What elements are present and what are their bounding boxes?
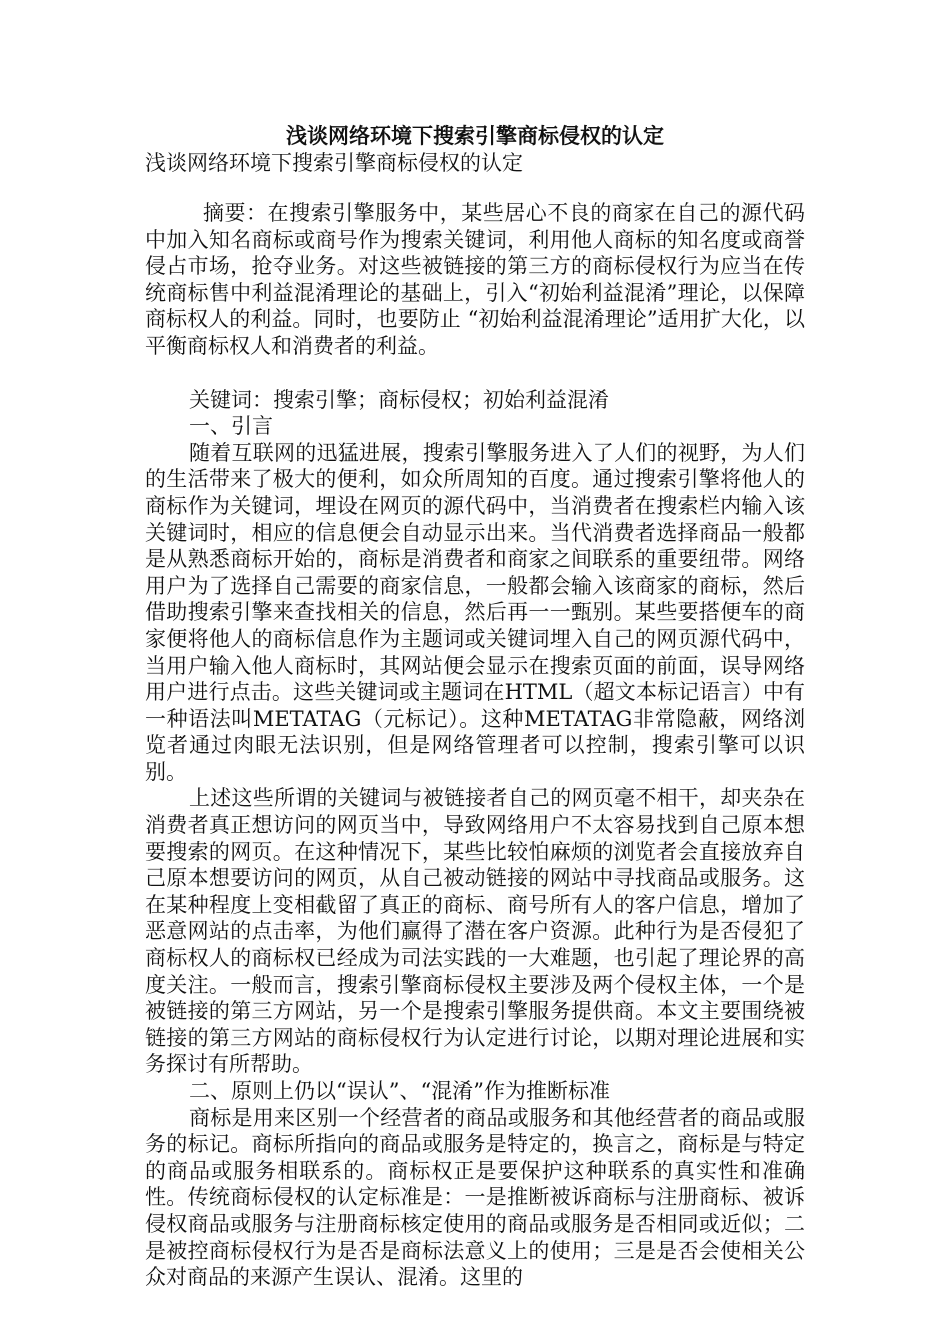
section-heading-principle: 二、原则上仍以“误认”、“混淆”作为推断标准	[189, 1079, 610, 1103]
body-paragraph: 随着互联网的迅猛进展，搜索引擎服务进入了人们的视野，为人们的生活带来了极大的便利，如众所周知的百度。通过搜索引擎将他人的商标作为关键词，埋设在网页的源代码中，当消费者在搜索栏内输入该关键词时，相应的信息便会自动显示出来。当代消费者选择商品一般都是从熟悉商标开始的，商标是消费者和商家之间联系的重要纽带。网络用户为了选择自己需要的商家信息，一般都会输入该商家的商标，然后借助搜索引擎来查找相关的信息，然后再一一甄别。某些要搭便车的商家便将他人的商标信息作为主题词或关键词埋入自己的网页源代码中，当用户输入他人商标时，其网站便会显示在搜索页面的前面，误导网络用户进行点击。这些关键词或主题词在HTML（超文本标记语言）中有一种语法叫METATAG（元标记）。这种METATAG非常隐蔽，网络浏览者通过肉眼无法识别，但是网络管理者可以控制，搜索引擎可以识别。	[145, 440, 805, 784]
document-body	[145, 122, 805, 1291]
keywords-line: 关键词：搜索引擎；商标侵权；初始利益混淆	[189, 387, 609, 412]
abstract-paragraph: 摘要：在搜索引擎服务中，某些居心不良的商家在自己的源代码中加入知名商标或商号作为搜索关键词，利用他人商标的知名度或商誉侵占市场，抢夺业务。对这些被链接的第三方的商标侵权行为应当在传统商标售中利益混淆理论的基础上，引入“初始利益混淆”理论，以保障商标权人的利益。同时，也要防止 “初始利益混淆理论”适用扩大化，以平衡商标权人和消费者的利益。	[145, 201, 805, 358]
blank-line	[145, 178, 805, 200]
body-paragraph: 上述这些所谓的关键词与被链接者自己的网页毫不相干，却夹杂在消费者真正想访问的网页当中，导致网络用户不太容易找到自己原本想要搜索的网页。在这种情况下，某些比较怕麻烦的浏览者会直接放弃自己原本想要访问的网页，从自己被动链接的网站中寻找商品或服务。这在某种程度上变相截留了真正的商标、商号所有人的客户信息，增加了恶意网站的点击率，为他们赢得了潜在客户资源。此种行为是否侵犯了商标权人的商标权已经成为司法实践的一大难题，也引起了理论界的高度关注。一般而言，搜索引擎商标侵权主要涉及两个侵权主体，一个是被链接的第三方网站，另一个是搜索引擎服务提供商。本文主要围绕被链接的第三方网站的商标侵权行为认定进行讨论，以期对理论进展和实务探讨有所帮助。	[145, 786, 805, 1077]
document-subtitle: 浅谈网络环境下搜索引擎商标侵权的认定	[145, 151, 523, 175]
document-title: 浅谈网络环境下搜索引擎商标侵权的认定	[286, 124, 664, 148]
section-heading-intro: 一、引言	[189, 414, 273, 439]
blank-line	[145, 360, 805, 387]
body-paragraph: 商标是用来区别一个经营者的商品或服务和其他经营者的商品或服务的标记。商标所指向的商品或服务是特定的，换言之，商标是与特定的商品或服务相联系的。商标权正是要保护这种联系的真实性和准确性。传统商标侵权的认定标准是：一是推断被诉商标与注册商标、被诉侵权商品或服务与注册商标核定使用的商品或服务是否相同或近似；二是被控商标侵权行为是否是商标法意义上的使用；三是是否会使相关公众对商品的来源产生误认、混淆。这里的	[145, 1105, 805, 1290]
